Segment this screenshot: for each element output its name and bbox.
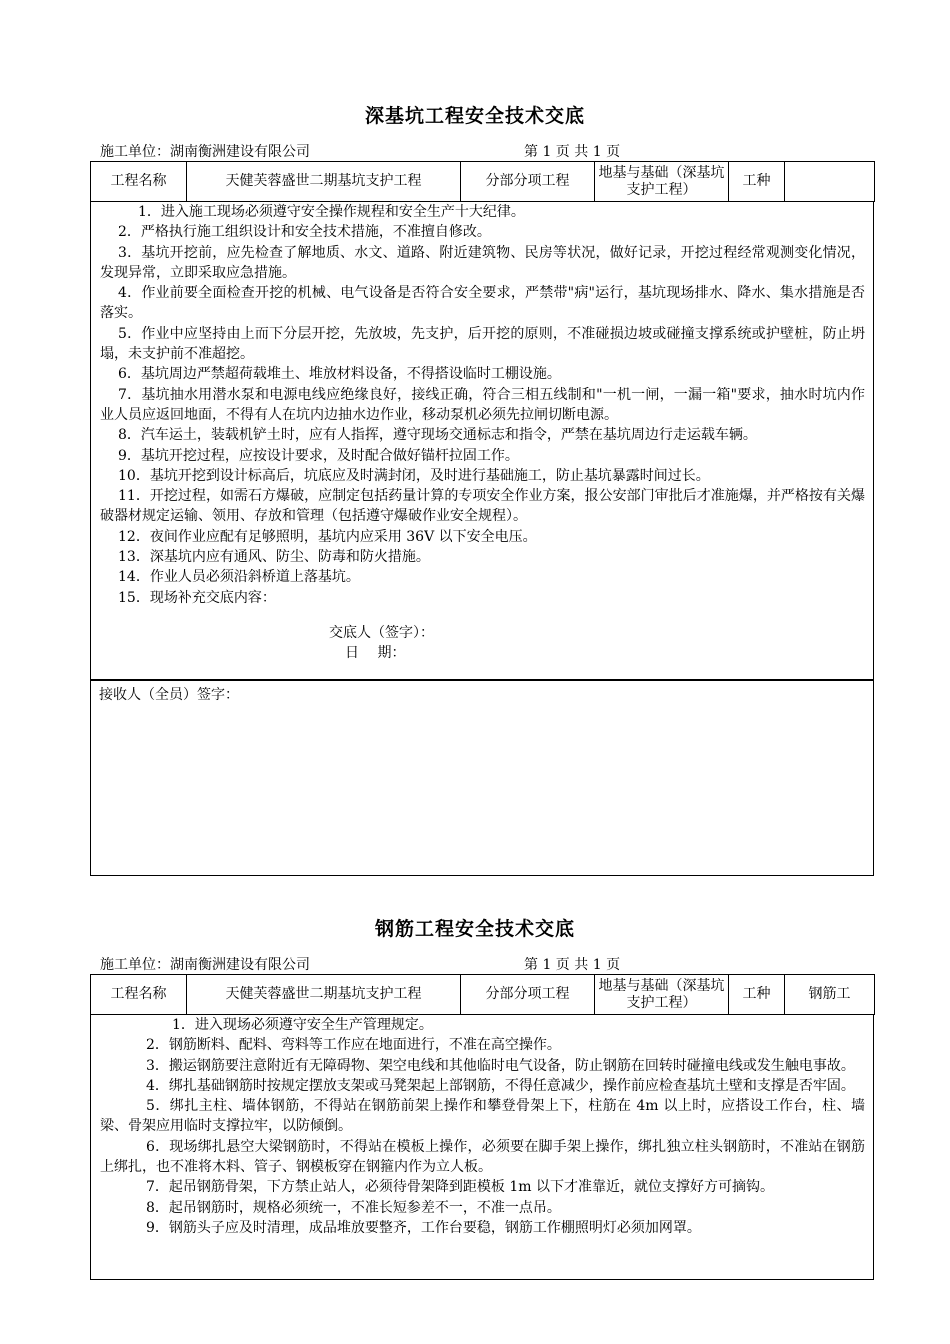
sub-project-label: 分部分项工程	[461, 162, 595, 202]
doc2-item: 5．绑扎主柱、墙体钢筋，不得站在钢筋前架上操作和攀登骨架上下，柱筋在 4m 以上时，应搭设工作台，柱、墙梁、骨架应用临时支撑拉牢，以防倾倒。	[100, 1098, 865, 1135]
doc2-item: 3．搬运钢筋要注意附近有无障碍物、架空电线和其他临时电气设备，防止钢筋在回转时碰撞电线或发生触电事故。	[146, 1057, 855, 1074]
doc1-item: 12．夜间作业应配有足够照明，基坑内应采用 36V 以下安全电压。	[118, 528, 537, 545]
doc1-item: 15．现场补充交底内容：	[118, 589, 276, 606]
receiver-label: 接收人（全员）签字：	[99, 687, 239, 703]
doc1-item: 4．作业前要全面检查开挖的机械、电气设备是否符合安全要求，严禁带"病"运行，基坑现场排水、降水、集水措施是否落实。	[100, 285, 865, 322]
project-name-label: 工程名称	[91, 162, 187, 202]
doc1-item: 1．进入施工现场必须遵守安全操作规程和安全生产十大纪律。	[138, 204, 525, 220]
doc1-items	[91, 202, 873, 608]
doc1-item: 11．开挖过程，如需石方爆破，应制定包括药量计算的专项安全作业方案，报公安部门审批后才准施爆，并严格按有关爆破器材规定运输、领用、存放和管理（包括遵守爆破作业安全规程）。	[100, 488, 865, 525]
doc2-items	[91, 1015, 873, 1238]
doc2-item: 1．进入现场必须遵守安全生产管理规定。	[172, 1017, 433, 1033]
doc1-item: 7．基坑抽水用潜水泵和电源电线应绝缘良好，接线正确，符合三相五线制和"一机一闸，一漏一箱"要求，抽水时坑内作业人员应返回地面，不得有人在坑内边抽水边作业，移动泵机必须先拉闸切断电源。	[100, 386, 865, 423]
project-name-value: 天健芙蓉盛世二期基坑支护工程	[187, 975, 461, 1015]
doc2-item: 9．钢筋头子应及时清理，成品堆放要整齐，工作台要稳，钢筋工作棚照明灯必须加网罩。	[146, 1219, 701, 1236]
doc1-item: 10．基坑开挖到设计标高后，坑底应及时满封闭，及时进行基础施工，防止基坑暴露时间过长。	[118, 467, 710, 484]
sub-project-value: 地基与基础（深基坑支护工程）	[595, 975, 729, 1015]
doc2-page-number: 第 1 页 共 1 页	[524, 957, 621, 973]
doc1-page-number: 第 1 页 共 1 页	[524, 144, 621, 160]
doc1-item: 6．基坑周边严禁超荷载堆土、堆放材料设备，不得搭设临时工棚设施。	[118, 366, 561, 383]
doc2-content-box	[90, 1015, 874, 1280]
doc1-header-table	[90, 161, 875, 202]
doc1-content-box	[90, 202, 874, 680]
doc2-item: 7．起吊钢筋骨架，下方禁止站人，必须待骨架降到距模板 1m 以下才准靠近，就位支撑好方可摘钩。	[146, 1179, 774, 1196]
doc1-item: 14．作业人员必须沿斜桥道上落基坑。	[118, 569, 360, 586]
trade-value: 钢筋工	[785, 975, 875, 1015]
doc2-title: 钢筋工程安全技术交底	[374, 918, 575, 940]
doc1-item: 2．严格执行施工组织设计和安全技术措施，不准擅自修改。	[118, 224, 491, 241]
signer-line: 交底人（签字）：	[329, 624, 434, 641]
doc1-item: 9．基坑开挖过程，应按设计要求，及时配合做好锚杆拉固工作。	[118, 447, 519, 464]
doc1-title: 深基坑工程安全技术交底	[364, 105, 585, 127]
trade-label: 工种	[729, 975, 785, 1015]
project-name-label: 工程名称	[91, 975, 187, 1015]
sub-project-label: 分部分项工程	[461, 975, 595, 1015]
trade-value	[785, 162, 875, 202]
project-name-value: 天健芙蓉盛世二期基坑支护工程	[187, 162, 461, 202]
doc1-construction-unit: 施工单位：湖南衡洲建设有限公司	[100, 144, 310, 160]
trade-label: 工种	[729, 162, 785, 202]
doc1-item: 13．深基坑内应有通风、防尘、防毒和防火措施。	[118, 549, 430, 566]
doc2-item: 2．钢筋断料、配料、弯料等工作应在地面进行，不准在高空操作。	[146, 1037, 561, 1054]
doc2-item: 4．绑扎基础钢筋时按规定摆放支架或马凳架起上部钢筋，不得任意减少，操作前应检查基坑土壁和支撑是否牢固。	[146, 1077, 855, 1094]
sub-project-value: 地基与基础（深基坑支护工程）	[595, 162, 729, 202]
doc1-item: 3．基坑开挖前，应先检查了解地质、水文、道路、附近建筑物、民房等状况，做好记录，开挖过程经常观测变化情况，发现异常，立即采取应急措施。	[100, 244, 865, 281]
doc2-header-table	[90, 974, 875, 1015]
doc2-construction-unit: 施工单位：湖南衡洲建设有限公司	[100, 957, 310, 973]
doc1-item: 8．汽车运土，装载机铲土时，应有人指挥，遵守现场交通标志和指令，严禁在基坑周边行走运载车辆。	[118, 427, 757, 444]
receiver-box	[90, 680, 874, 876]
doc2-item: 8．起吊钢筋时，规格必须统一，不准长短参差不一，不准一点吊。	[146, 1199, 561, 1216]
date-line: 日 期：	[345, 644, 406, 661]
doc1-item: 5．作业中应坚持由上而下分层开挖，先放坡，先支护，后开挖的原则，不准碰损边坡或碰撞支撑系统或护壁桩，防止坍塌，未支护前不准超挖。	[100, 325, 865, 363]
doc2-item: 6．现场绑扎悬空大梁钢筋时，不得站在模板上操作，必须要在脚手架上操作，绑扎独立柱头钢筋时，不准站在钢筋上绑扎，也不准将木料、管子、钢模板穿在钢箍内作为立人板。	[100, 1138, 865, 1176]
